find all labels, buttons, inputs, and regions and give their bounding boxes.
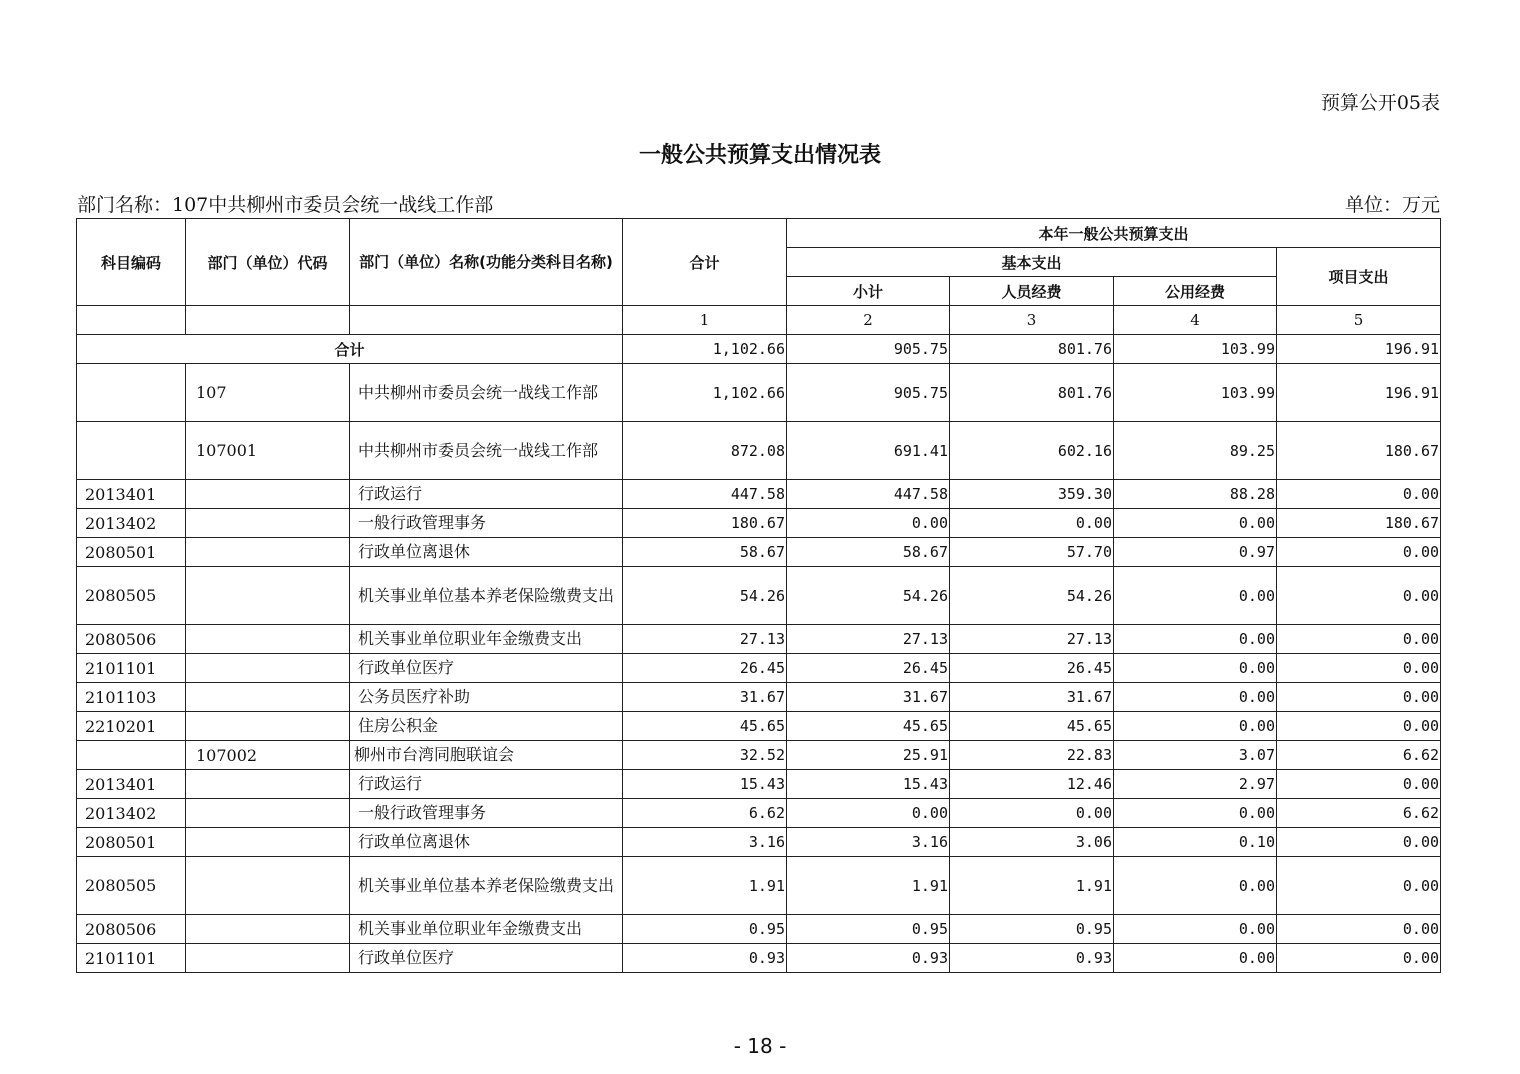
total-cell: 58.67	[623, 538, 787, 567]
header-project: 项目支出	[1277, 248, 1441, 306]
dept-code-cell	[186, 799, 350, 828]
total-cell: 45.65	[623, 712, 787, 741]
unit-label: 单位：万元	[1344, 194, 1440, 216]
subject-code-cell: 2013401	[77, 770, 186, 799]
project-cell: 6.62	[1277, 741, 1441, 770]
header-subject-code: 科目编码	[77, 219, 186, 306]
table-row	[77, 828, 1441, 857]
total-cell: 1,102.66	[623, 364, 787, 422]
public-cell: 0.00	[1114, 915, 1277, 944]
table-row	[77, 770, 1441, 799]
personnel-cell: 0.00	[950, 509, 1114, 538]
project-cell: 196.91	[1277, 364, 1441, 422]
personnel-cell: 0.93	[950, 944, 1114, 973]
budget-table	[76, 218, 1441, 973]
subject-code-cell: 2080501	[77, 828, 186, 857]
total-cell: 32.52	[623, 741, 787, 770]
header-personnel: 人员经费	[950, 277, 1114, 306]
project-cell: 0.00	[1277, 770, 1441, 799]
subtotal-cell: 0.95	[787, 915, 950, 944]
dept-name-cell: 行政单位离退休	[350, 538, 623, 567]
subject-code-cell: 2101103	[77, 683, 186, 712]
project-cell: 0.00	[1277, 654, 1441, 683]
subtotal-cell: 691.41	[787, 422, 950, 480]
total-cell: 0.95	[623, 915, 787, 944]
total-cell: 54.26	[623, 567, 787, 625]
personnel-cell: 54.26	[950, 567, 1114, 625]
public-cell: 0.97	[1114, 538, 1277, 567]
dept-code-cell	[186, 625, 350, 654]
subject-code-cell: 2080506	[77, 915, 186, 944]
subject-code-cell: 2101101	[77, 654, 186, 683]
dept-code-cell	[186, 567, 350, 625]
table-row	[77, 683, 1441, 712]
subtotal-cell: 447.58	[787, 480, 950, 509]
dept-name-cell: 住房公积金	[350, 712, 623, 741]
dept-code-cell	[186, 915, 350, 944]
col-number-1: 1	[623, 306, 787, 335]
project-cell: 0.00	[1277, 625, 1441, 654]
subtotal-cell: 3.16	[787, 828, 950, 857]
header-basic: 基本支出	[787, 248, 1277, 277]
header-dept-name: 部门（单位）名称(功能分类科目名称)	[350, 219, 623, 306]
project-cell: 0.00	[1277, 538, 1441, 567]
project-cell: 0.00	[1277, 915, 1441, 944]
table-row	[77, 712, 1441, 741]
total-row	[77, 335, 1441, 364]
dept-code-cell	[186, 654, 350, 683]
dept-name-cell: 行政运行	[350, 480, 623, 509]
total-row-label: 合计	[77, 335, 623, 364]
total-row-total: 1,102.66	[623, 335, 787, 364]
header-group: 本年一般公共预算支出	[787, 219, 1441, 248]
dept-name-cell: 机关事业单位基本养老保险缴费支出	[350, 567, 623, 625]
subtotal-cell: 54.26	[787, 567, 950, 625]
total-cell: 6.62	[623, 799, 787, 828]
header-dept-code: 部门（单位）代码	[186, 219, 350, 306]
public-cell: 103.99	[1114, 364, 1277, 422]
public-cell: 0.00	[1114, 799, 1277, 828]
subject-code-cell	[77, 741, 186, 770]
project-cell: 0.00	[1277, 480, 1441, 509]
dept-name-cell: 柳州市台湾同胞联谊会	[350, 741, 623, 770]
table-row	[77, 567, 1441, 625]
subject-code-cell: 2101101	[77, 944, 186, 973]
subtotal-cell: 25.91	[787, 741, 950, 770]
personnel-cell: 57.70	[950, 538, 1114, 567]
subject-code-cell: 2080501	[77, 538, 186, 567]
personnel-cell: 0.95	[950, 915, 1114, 944]
dept-code-cell: 107001	[186, 422, 350, 480]
header-subtotal: 小计	[787, 277, 950, 306]
dept-name-cell: 一般行政管理事务	[350, 799, 623, 828]
subtotal-cell: 0.00	[787, 799, 950, 828]
subtotal-cell: 0.00	[787, 509, 950, 538]
subject-code-cell	[77, 364, 186, 422]
subtotal-cell: 15.43	[787, 770, 950, 799]
subject-code-cell: 2080505	[77, 857, 186, 915]
public-cell: 0.00	[1114, 509, 1277, 538]
public-cell: 3.07	[1114, 741, 1277, 770]
col-number-3: 3	[950, 306, 1114, 335]
public-cell: 0.00	[1114, 654, 1277, 683]
personnel-cell: 26.45	[950, 654, 1114, 683]
total-cell: 27.13	[623, 625, 787, 654]
subtotal-cell: 26.45	[787, 654, 950, 683]
personnel-cell: 801.76	[950, 364, 1114, 422]
project-cell: 0.00	[1277, 683, 1441, 712]
table-row	[77, 480, 1441, 509]
personnel-cell: 27.13	[950, 625, 1114, 654]
header-public: 公用经费	[1114, 277, 1277, 306]
total-row-project: 196.91	[1277, 335, 1441, 364]
dept-code-cell: 107	[186, 364, 350, 422]
dept-code-cell	[186, 857, 350, 915]
dept-code-cell	[186, 509, 350, 538]
total-cell: 447.58	[623, 480, 787, 509]
public-cell: 0.00	[1114, 683, 1277, 712]
total-cell: 872.08	[623, 422, 787, 480]
project-cell: 0.00	[1277, 712, 1441, 741]
col-number-2: 2	[787, 306, 950, 335]
personnel-cell: 22.83	[950, 741, 1114, 770]
project-cell: 6.62	[1277, 799, 1441, 828]
public-cell: 0.00	[1114, 567, 1277, 625]
total-cell: 26.45	[623, 654, 787, 683]
dept-name-cell: 行政单位医疗	[350, 654, 623, 683]
table-row	[77, 857, 1441, 915]
col-number-5: 5	[1277, 306, 1441, 335]
dept-code-cell	[186, 538, 350, 567]
project-cell: 0.00	[1277, 944, 1441, 973]
table-row	[77, 538, 1441, 567]
dept-name-cell: 行政单位离退休	[350, 828, 623, 857]
public-cell: 2.97	[1114, 770, 1277, 799]
dept-code-cell	[186, 770, 350, 799]
subtotal-cell: 0.93	[787, 944, 950, 973]
public-cell: 0.00	[1114, 944, 1277, 973]
personnel-cell: 12.46	[950, 770, 1114, 799]
total-cell: 3.16	[623, 828, 787, 857]
department-name: 部门名称：107中共柳州市委员会统一战线工作部	[77, 194, 494, 216]
subtotal-cell: 58.67	[787, 538, 950, 567]
total-row-subtotal: 905.75	[787, 335, 950, 364]
subtotal-cell: 45.65	[787, 712, 950, 741]
page-title: 一般公共预算支出情况表	[638, 143, 881, 168]
header-total: 合计	[623, 219, 787, 306]
dept-name-cell: 中共柳州市委员会统一战线工作部	[350, 364, 623, 422]
table-row	[77, 799, 1441, 828]
table-row	[77, 625, 1441, 654]
subject-code-cell: 2013402	[77, 799, 186, 828]
dept-code-cell	[186, 828, 350, 857]
table-row	[77, 944, 1441, 973]
personnel-cell: 3.06	[950, 828, 1114, 857]
total-cell: 31.67	[623, 683, 787, 712]
table-row	[77, 654, 1441, 683]
public-cell: 0.00	[1114, 857, 1277, 915]
personnel-cell: 1.91	[950, 857, 1114, 915]
subtotal-cell: 1.91	[787, 857, 950, 915]
dept-name-cell: 机关事业单位职业年金缴费支出	[350, 625, 623, 654]
dept-code-cell	[186, 712, 350, 741]
subject-code-cell: 2080506	[77, 625, 186, 654]
personnel-cell: 45.65	[950, 712, 1114, 741]
public-cell: 0.00	[1114, 712, 1277, 741]
dept-name-cell: 机关事业单位基本养老保险缴费支出	[350, 857, 623, 915]
public-cell: 89.25	[1114, 422, 1277, 480]
project-cell: 0.00	[1277, 857, 1441, 915]
table-row	[77, 741, 1441, 770]
personnel-cell: 359.30	[950, 480, 1114, 509]
total-cell: 15.43	[623, 770, 787, 799]
subtotal-cell: 27.13	[787, 625, 950, 654]
table-row	[77, 509, 1441, 538]
dept-code-cell	[186, 480, 350, 509]
dept-name-cell: 行政单位医疗	[350, 944, 623, 973]
total-row-personnel: 801.76	[950, 335, 1114, 364]
personnel-cell: 31.67	[950, 683, 1114, 712]
table-row	[77, 364, 1441, 422]
project-cell: 0.00	[1277, 828, 1441, 857]
dept-name-cell: 机关事业单位职业年金缴费支出	[350, 915, 623, 944]
total-cell: 1.91	[623, 857, 787, 915]
subtotal-cell: 905.75	[787, 364, 950, 422]
subject-code-cell: 2013402	[77, 509, 186, 538]
page-number: - 18 -	[733, 1034, 787, 1058]
dept-name-cell: 一般行政管理事务	[350, 509, 623, 538]
subject-code-cell	[77, 422, 186, 480]
public-cell: 0.00	[1114, 625, 1277, 654]
project-cell: 180.67	[1277, 422, 1441, 480]
dept-code-cell: 107002	[186, 741, 350, 770]
table-row	[77, 915, 1441, 944]
table-row	[77, 422, 1441, 480]
subtotal-cell: 31.67	[787, 683, 950, 712]
personnel-cell: 602.16	[950, 422, 1114, 480]
public-cell: 88.28	[1114, 480, 1277, 509]
subject-code-cell: 2013401	[77, 480, 186, 509]
col-number-4: 4	[1114, 306, 1277, 335]
public-cell: 0.10	[1114, 828, 1277, 857]
project-cell: 180.67	[1277, 509, 1441, 538]
subject-code-cell: 2080505	[77, 567, 186, 625]
dept-code-cell	[186, 944, 350, 973]
total-cell: 180.67	[623, 509, 787, 538]
subject-code-cell: 2210201	[77, 712, 186, 741]
project-cell: 0.00	[1277, 567, 1441, 625]
dept-name-cell: 公务员医疗补助	[350, 683, 623, 712]
dept-code-cell	[186, 683, 350, 712]
dept-name-cell: 行政运行	[350, 770, 623, 799]
total-cell: 0.93	[623, 944, 787, 973]
table-code-label: 预算公开05表	[1320, 92, 1440, 114]
dept-name-cell: 中共柳州市委员会统一战线工作部	[350, 422, 623, 480]
total-row-public: 103.99	[1114, 335, 1277, 364]
personnel-cell: 0.00	[950, 799, 1114, 828]
